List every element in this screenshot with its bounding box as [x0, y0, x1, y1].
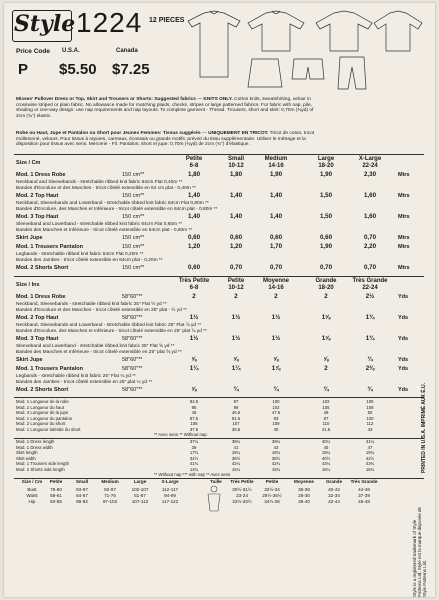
- fabric-width: 58"60"**: [122, 294, 143, 300]
- inch-measure-value: 45: [323, 444, 329, 450]
- trousers-sketch: [338, 57, 366, 89]
- inch-measure-value: 42½: [365, 455, 375, 461]
- yardage-value: 1½: [189, 314, 199, 321]
- yardage-unit: Mtrs: [398, 244, 410, 250]
- inch-measure-value: 40¼: [321, 439, 331, 444]
- body-cm-value: 81-87: [134, 493, 146, 498]
- sizes-label: Size / Ins: [16, 282, 40, 288]
- inch-measure-value: 38¼: [231, 439, 241, 444]
- trademark-note: Style is a registered trademark of Style Patterns Ltd. Style est la marque déposée de Style Patterns Ltd.: [412, 506, 427, 597]
- inch-measure-value: 43: [273, 444, 279, 450]
- top-3-sketch: [316, 11, 372, 51]
- body-header: Grande: [325, 479, 343, 484]
- measure-value: 106: [190, 421, 198, 426]
- inch-measure-label: Mod. 1 Trousers side length: [16, 461, 70, 466]
- fabric-width: 150 cm**: [122, 265, 145, 271]
- yardage-row-label: Mod. 2 Top Haut: [16, 193, 59, 199]
- yardage-value: ¾: [367, 356, 373, 363]
- yardage-value: 1,80: [229, 171, 243, 178]
- body-header: Petite: [265, 479, 279, 484]
- fabric-width: 58"60"**: [122, 315, 143, 321]
- yardage-row-label: Mod. 2 Top Haut: [16, 315, 59, 321]
- inch-measure-value: 42¾: [271, 461, 281, 466]
- yardage-value: 0,60: [269, 234, 283, 241]
- yardage-note: Bandes d'Encolure et des Manches - tricot côtelé extensible en 64 cm plat - 0,40m **: [16, 186, 196, 191]
- body-in-value: 28-30: [298, 493, 310, 498]
- measure-label: Mod. 1 Longueur de la robe: [16, 399, 69, 404]
- inch-measure-value: 14¾: [189, 466, 199, 472]
- inch-measure-value: 18¾: [271, 450, 281, 455]
- usa-price: $5.50: [59, 61, 97, 78]
- body-in-value: 38-40: [298, 499, 310, 504]
- measure-value: 105: [366, 399, 374, 404]
- body-header: Taille: [210, 479, 222, 484]
- body-in-value: 25½-26½: [262, 493, 282, 498]
- size-column-range: 18-20: [318, 163, 334, 169]
- yardage-value: 1¼: [231, 365, 241, 372]
- yardage-value: ¾: [323, 386, 329, 393]
- body-row-label: Hip: [28, 499, 36, 504]
- measure-value: 45: [191, 410, 197, 415]
- measure-value: 91.5: [231, 415, 241, 421]
- size-column-range: 22-24: [362, 163, 378, 169]
- pattern-envelope-back: [4, 3, 435, 597]
- measure-value: 112: [366, 421, 374, 426]
- yardage-value: ⅝: [323, 356, 329, 363]
- inch-measure-label: Skirt width: [16, 455, 36, 461]
- english-description: Misses' Pullover Dress or Top, Skirt and Trousers or Shorts: Suggested fabrics — KNITS ONLY. Cotton knits, sweatshirting, velour in crosswise striped or plain fabric. No allowance made for matching plaids, checks, stripes or large patterned fabrics. For fabric with nap, pile, shading or one-way design: use nap requirements and nap layouts. To complete garment - Thread. Trousers, short and skirt: 0,70m (¾yd) of 2cm (¾") elastic.: [16, 97, 314, 119]
- measure-value: 49: [323, 410, 329, 415]
- size-column-name: Grande: [315, 278, 337, 284]
- fabric-width: 150 cm**: [122, 244, 145, 250]
- yardage-value: ⅝: [191, 356, 197, 363]
- brand-logo: Style: [14, 11, 76, 37]
- yardage-unit: Yds: [398, 294, 409, 300]
- body-cm-value: 92-97: [104, 487, 116, 492]
- measure-value: 107: [232, 421, 240, 426]
- yardage-unit: Yds: [398, 387, 409, 393]
- yardage-value: 1,40: [187, 192, 201, 199]
- measure-value: 46.5: [231, 410, 241, 415]
- inch-measure-value: 40½: [321, 455, 331, 461]
- yardage-note: Neckband, Sleevebands and Lowerband - stretchable ribbed knit fabric 25" Flat ⅞ yd **: [16, 323, 202, 328]
- table-divider: [14, 276, 424, 277]
- yardage-value: 1,50: [319, 213, 333, 220]
- size-column-range: 6-8: [189, 285, 199, 291]
- yardage-value: 1,60: [363, 213, 377, 220]
- inch-measure-value: 38½: [271, 455, 281, 461]
- yardage-value: 1,90: [269, 171, 283, 178]
- measure-label: Mod. 2 Longueur du haut: [16, 404, 65, 410]
- table-divider: [14, 397, 424, 398]
- yardage-value: 1½: [189, 335, 199, 342]
- pattern-number: 1224: [76, 7, 143, 38]
- size-column-name: Large: [317, 156, 335, 162]
- yardage-row-label: Mod. 1 Dress Robe: [16, 294, 66, 300]
- yardage-value: ¾: [367, 386, 373, 393]
- inch-measure-note: ** Without nap *** with nap ** Avec sens: [154, 472, 231, 477]
- inch-measure-value: 41¾: [189, 461, 199, 466]
- yardage-value: 0,70: [319, 264, 333, 271]
- body-in-value: 37-39: [358, 493, 370, 498]
- fabric-width: 150 cm**: [122, 172, 145, 178]
- measure-value: 110: [322, 421, 330, 426]
- body-in-value: 42-44: [328, 499, 340, 504]
- yardage-note: Bandes d'Encolure, des Manches et Inférieure - tricot côtelé extensible en 64cm plat - 0,80m **: [16, 207, 218, 212]
- inch-measure-value: 16¾: [365, 466, 375, 472]
- yardage-value: 1,40: [229, 213, 243, 220]
- inch-measure-value: 37¼: [189, 439, 199, 444]
- yardage-value: 1½: [271, 314, 281, 321]
- measure-value: 47.5: [271, 410, 281, 415]
- yardage-value: 0,70: [269, 264, 283, 271]
- yardage-value: 1¼: [189, 365, 199, 372]
- yardage-value: 1½: [271, 335, 281, 342]
- yardage-value: 1,90: [319, 171, 333, 178]
- inch-measure-value: 43¼: [321, 461, 331, 466]
- inch-measure-value: 16¼: [321, 466, 331, 472]
- yardage-note: Bandes des Manches et Inférieure - tricot côtelé extensible en 64cm plat - 0,60m **: [16, 228, 193, 233]
- measure-value: 108: [366, 404, 374, 410]
- body-in-value: 30½-31½: [232, 487, 252, 492]
- pieces-count: 12 PIECES: [149, 17, 185, 24]
- canada-price: $7.25: [112, 61, 150, 78]
- size-column-name: Moyenne: [262, 278, 289, 284]
- body-header: X-Large: [161, 479, 179, 484]
- measure-value: 94.5: [189, 399, 199, 404]
- price-code: P: [18, 61, 29, 78]
- canada-label: Canada: [116, 48, 138, 54]
- yardage-note: Bandes d'Encolure, des Manches et Inférieure - tricot côtelé extensible en 25" plat ⅞ yd **: [16, 329, 207, 334]
- inch-measure-value: 36½: [231, 455, 241, 461]
- yardage-value: 2: [324, 293, 328, 300]
- yardage-unit: Mtrs: [398, 193, 410, 199]
- size-column-name: Très Petite: [178, 278, 210, 284]
- yardage-note: Bandes des Jambes - tricot côtelé extensible en 25" plat ¼ yd **: [16, 380, 153, 385]
- yardage-value: 2,30: [363, 171, 377, 178]
- body-cm-value: 64-67: [76, 493, 88, 498]
- body-cm-value: 88-92: [76, 499, 88, 504]
- inch-measure-label: Mod. 1 Dress width: [16, 444, 53, 450]
- inch-measure-value: 39: [191, 444, 197, 450]
- yardage-value: 1⅝: [321, 335, 331, 342]
- measure-value: 97: [233, 399, 239, 404]
- body-in-value: 32½-34: [264, 487, 280, 492]
- yardage-note: Bandes des Manches et Inférieure - tricot côtelé extensible en 25" plat ⅝ yd **: [16, 350, 182, 355]
- size-column-range: 14-16: [268, 163, 284, 169]
- measure-value: 87.5: [189, 415, 199, 421]
- yardage-note: Bandes d'Encolure et des Manches - tricot côtelé extensible en 25" plat - ½ yd **: [16, 308, 187, 313]
- fabric-width: 58"60"**: [122, 336, 143, 342]
- inch-measure-value: 42¼: [231, 461, 241, 466]
- yardage-unit: Mtrs: [398, 265, 410, 271]
- fabric-width: 150 cm**: [122, 235, 145, 241]
- yardage-unit: Yds: [398, 357, 409, 363]
- fabric-width: 58"60"**: [122, 366, 143, 372]
- yardage-value: 2: [274, 293, 278, 300]
- yardage-value: 1,60: [363, 192, 377, 199]
- yardage-value: 0,60: [187, 234, 201, 241]
- yardage-value: 2⅜: [365, 365, 375, 372]
- inch-measure-value: 18¼: [231, 450, 241, 455]
- measure-value: 93: [273, 415, 279, 421]
- inch-measure-value: 34½: [189, 455, 199, 461]
- yardage-note: Neckband and Sleevebands - stretchable ribbed knit fabric 64cm Flat 0,40m **: [16, 180, 183, 185]
- size-column-name: Small: [227, 156, 244, 162]
- yardage-unit: Yds: [398, 315, 409, 321]
- yardage-value: 1,20: [187, 243, 201, 250]
- inch-measure-label: Mod. 1 Dress length: [16, 439, 55, 444]
- inch-measure-label: Mod. 2 Shorts side length: [16, 466, 65, 472]
- size-column-name: Petite: [185, 156, 203, 162]
- yardage-value: 2,20: [363, 243, 377, 250]
- measure-value: 95: [191, 404, 197, 410]
- body-in-value: 46-48: [358, 499, 370, 504]
- yardage-value: 0,60: [319, 234, 333, 241]
- yardage-value: ¾: [233, 386, 239, 393]
- yardage-note: Sleeveband and Lowerband - stretchable ribbed knit fabric 64cm Flat 0,60m **: [16, 222, 183, 227]
- body-cm-value: 97-102: [102, 499, 118, 504]
- inch-measure-value: 47: [367, 444, 373, 450]
- dress-sketch: [188, 11, 240, 77]
- measure-value: 40: [273, 426, 279, 432]
- yardage-value: 1,50: [319, 192, 333, 199]
- printed-in-usa: PRINTED IN U.S.A. IMPRIMÉ AUX É.U.: [421, 383, 427, 474]
- body-cm-value: 83-87: [76, 487, 88, 492]
- yardage-value: 1¾: [365, 335, 375, 342]
- yardage-value: 0,70: [363, 264, 377, 271]
- size-column-range: 10-12: [228, 163, 244, 169]
- yardage-value: 2: [234, 293, 238, 300]
- body-in-value: 34½-36: [264, 499, 280, 504]
- yardage-value: 0,60: [229, 234, 243, 241]
- yardage-unit: Mtrs: [398, 235, 410, 241]
- measure-value: 100: [366, 415, 374, 421]
- yardage-value: 0,60: [187, 264, 201, 271]
- yardage-note: Legbands - stretchable ribbed knit fabric 64cm Flat 0,20m **: [16, 252, 144, 257]
- yardage-unit: Mtrs: [398, 172, 410, 178]
- body-in-value: 36-38: [298, 487, 310, 492]
- yardage-row-label: Mod. 1 Trousers Pantalon: [16, 244, 83, 250]
- yardage-note: Neckband, Sleevebands - stretchable ribbed knit fabric 25" Flat ½ yd **: [16, 302, 167, 307]
- body-header: Très Petite: [230, 479, 254, 484]
- yardage-note: Bandes des Jambes - tricot côtelé extensible en 64cm plat - 0,20m **: [16, 258, 163, 263]
- inch-measure-value: 43¾: [365, 461, 375, 466]
- measure-label: Mod. 2 Longueur du short: [16, 421, 66, 426]
- sizes-label: Size / Cm: [16, 160, 41, 166]
- body-cm-value: 112-117: [161, 487, 179, 492]
- measure-value: 100: [272, 399, 280, 404]
- fabric-width: 150 cm**: [122, 214, 145, 220]
- yardage-value: ⅝: [233, 356, 239, 363]
- inch-measure-value: 39¼: [271, 439, 281, 444]
- fabric-width: 58"60"**: [122, 357, 143, 363]
- fabric-width: 150 cm**: [122, 193, 145, 199]
- yardage-value: 2½: [365, 293, 375, 300]
- yardage-row-label: Mod. 2 Shorts Short: [16, 387, 69, 393]
- inch-measure-value: 15¾: [271, 466, 281, 472]
- measure-label: Mod. 1 Longueur latérale du short: [16, 426, 81, 432]
- body-cm-value: 117-122: [161, 499, 179, 504]
- yardage-value: 0,70: [363, 234, 377, 241]
- measure-value: 50: [367, 410, 373, 415]
- inch-measure-value: 41: [233, 444, 239, 450]
- price-code-label: Price Code: [16, 48, 50, 55]
- size-column-range: 18-20: [318, 285, 334, 291]
- fabric-width: 58"60"**: [122, 387, 143, 393]
- measure-value: 38.5: [231, 426, 241, 432]
- yardage-note: Sleeveband and Lowerband - stretchable ribbed knit fabric 25" Flat ⅝ yd **: [16, 344, 175, 349]
- measure-label: Mod. 1 Longueur du pantalon: [16, 415, 73, 421]
- yardage-unit: Mtrs: [398, 214, 410, 220]
- yardage-value: 1,20: [229, 243, 243, 250]
- body-cm-value: 78-80: [50, 487, 62, 492]
- yardage-row-label: Mod. 1 Trousers Pantalon: [16, 366, 83, 372]
- size-column-range: 6-8: [189, 163, 199, 169]
- top-sketch: [248, 11, 304, 51]
- size-column-name: Très Grande: [352, 278, 388, 284]
- measure-value: 109: [272, 421, 280, 426]
- yardage-value: 2: [192, 293, 196, 300]
- yardage-value: 1,40: [269, 213, 283, 220]
- size-column-name: Petite: [227, 278, 245, 284]
- top-4-sketch: [374, 11, 422, 51]
- yardage-value: 1,40: [269, 192, 283, 199]
- size-column-name: Medium: [264, 156, 288, 162]
- skirt-sketch: [248, 59, 282, 87]
- yardage-value: 1¾: [365, 314, 375, 321]
- body-cm-value: 71-76: [104, 493, 116, 498]
- garment-sketches: [184, 7, 429, 91]
- measure-value: 43: [367, 426, 373, 432]
- french-description: Robe ou Haut, Jupe et Pantalon ou Short pour Jeunes Femmes: Tissus suggérés — UNIQUEMENT EN TRICOT. Tricot de coton, tricot molletonné, velours. Pour tissus à rayures, carreaux, écossais ou grands motifs: prévoir du tissu supplémentaire. Utiliser le métrage et la disposition pour tissus avec sens. Mercerie - Fil. Pantalon, short et jupe: 0,70m (¾yd) de 2cm (¾") d'élastique.: [16, 131, 315, 148]
- body-cm-value: 58-61: [50, 493, 62, 498]
- body-header: Small: [75, 479, 89, 484]
- measure-value: 102: [322, 399, 330, 404]
- yardage-value: 1,70: [269, 243, 283, 250]
- yardage-value: 1,40: [229, 192, 243, 199]
- size-column-range: 14-16: [268, 285, 284, 291]
- size-column-range: 10-12: [228, 285, 244, 291]
- yardage-note: Legbands - stretchable ribbed knit fabric 25" Flat ¼ yd **: [16, 374, 136, 379]
- inch-measure-value: 19¾: [365, 450, 375, 455]
- yardage-value: ⅝: [191, 386, 197, 393]
- inch-measure-value: 15¼: [231, 466, 241, 472]
- usa-label: U.S.A.: [62, 48, 80, 54]
- yardage-value: 1⅞: [271, 365, 281, 372]
- yardage-row-label: Mod. 3 Top Haut: [16, 214, 59, 220]
- measure-label: Mod. 3 Longueur de la jupe: [16, 410, 69, 415]
- body-cm-value: 102-107: [131, 487, 149, 492]
- yardage-row-label: Mod. 1 Dress Robe: [16, 172, 66, 178]
- body-header: Petite: [49, 479, 63, 484]
- measure-value: 99: [233, 404, 239, 410]
- yardage-row-label: Skirt Jupe: [16, 357, 43, 363]
- body-in-value: 32-34: [328, 493, 340, 498]
- yardage-value: ⅝: [273, 356, 279, 363]
- measure-value: 105: [322, 404, 330, 410]
- table-divider: [14, 154, 424, 155]
- body-row-label: Waist: [26, 493, 38, 498]
- yardage-note: Neckband, Sleevebands and Lowerband - stretchable ribbed knit fabric 64cm Flat 0,80m **: [16, 201, 209, 206]
- measure-value: 37.5: [189, 426, 199, 432]
- body-in-value: 23-24: [236, 493, 248, 498]
- size-column-range: 22-24: [362, 285, 378, 291]
- body-header: Medium: [101, 479, 119, 484]
- yardage-value: 1⅝: [321, 314, 331, 321]
- yardage-value: ¾: [273, 386, 279, 393]
- body-in-value: 32½-33½: [232, 499, 252, 504]
- measure-value: 97: [323, 415, 329, 421]
- body-cm-value: 83-85: [50, 499, 62, 504]
- measure-value: 102: [272, 404, 280, 410]
- size-column-name: X-Large: [358, 156, 382, 162]
- body-in-value: 44-46: [358, 487, 370, 492]
- yardage-unit: Yds: [398, 366, 409, 372]
- yardage-unit: Yds: [398, 336, 409, 342]
- body-row-label: Bust: [27, 487, 37, 492]
- inch-measure-value: 41¼: [365, 439, 375, 444]
- body-header: Moyenne: [294, 479, 314, 484]
- body-in-value: 40-42: [328, 487, 340, 492]
- body-cm-value: 94-99: [164, 493, 176, 498]
- body-header: Très Grande: [350, 479, 378, 484]
- yardage-row-label: Mod. 3 Top Haut: [16, 336, 59, 342]
- yardage-value: 0,70: [229, 264, 243, 271]
- body-header: Size / Cm: [21, 479, 43, 484]
- yardage-value: 1½: [231, 314, 241, 321]
- yardage-row-label: Mod. 2 Shorts Short: [16, 265, 69, 271]
- inch-measure-label: Skirt length: [16, 450, 38, 455]
- body-figure-icon: [184, 485, 244, 513]
- inch-measure-value: 19¼: [321, 450, 331, 455]
- shorts-sketch: [292, 59, 324, 79]
- yardage-row-label: Skirt Jupe: [16, 235, 43, 241]
- yardage-value: 1,80: [187, 171, 201, 178]
- yardage-value: 2: [324, 365, 328, 372]
- yardage-value: 1,90: [319, 243, 333, 250]
- measure-note: ** Avec sens ** Without nap: [154, 432, 207, 437]
- measure-value: 41.5: [321, 426, 331, 432]
- body-cm-value: 107-112: [131, 499, 149, 504]
- body-header: Large: [133, 479, 147, 484]
- inch-measure-value: 17¾: [189, 450, 199, 455]
- yardage-value: 1½: [231, 335, 241, 342]
- yardage-value: 1,40: [187, 213, 201, 220]
